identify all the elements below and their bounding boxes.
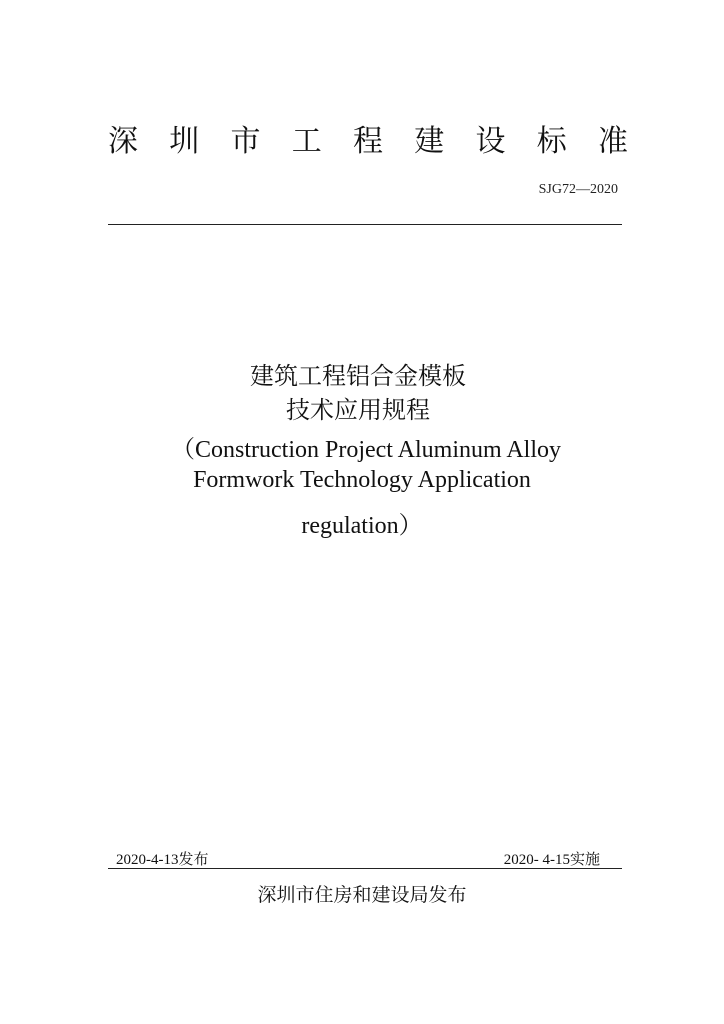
title-char: 准 xyxy=(598,124,628,159)
title-char: 设 xyxy=(475,124,506,159)
standard-code: SJG72—2020 xyxy=(538,182,618,197)
title-char: 工 xyxy=(291,124,322,159)
top-divider xyxy=(108,224,622,225)
title-char: 程 xyxy=(353,124,383,159)
document-title-en-line1: （Construction Project Aluminum Alloy xyxy=(171,437,561,463)
document-title-cn-line2: 技术应用规程 xyxy=(286,396,430,424)
title-char: 圳 xyxy=(169,124,200,159)
standard-series-title xyxy=(108,116,628,160)
effective-date: 2020- 4-15实施 xyxy=(503,852,600,868)
title-char: 市 xyxy=(230,124,261,159)
title-char: 标 xyxy=(536,124,567,159)
title-char: 深 xyxy=(108,124,138,159)
document-title-en-line3: regulation） xyxy=(301,513,423,539)
document-title-cn-line1: 建筑工程铝合金模板 xyxy=(250,362,466,390)
title-char: 建 xyxy=(414,124,445,159)
document-title-en-line2: Formwork Technology Application xyxy=(193,467,531,493)
date-row xyxy=(108,848,622,869)
bottom-divider xyxy=(108,868,622,869)
publisher: 深圳市住房和建设局发布 xyxy=(257,884,467,906)
issue-date: 2020-4-13发布 xyxy=(116,852,209,868)
